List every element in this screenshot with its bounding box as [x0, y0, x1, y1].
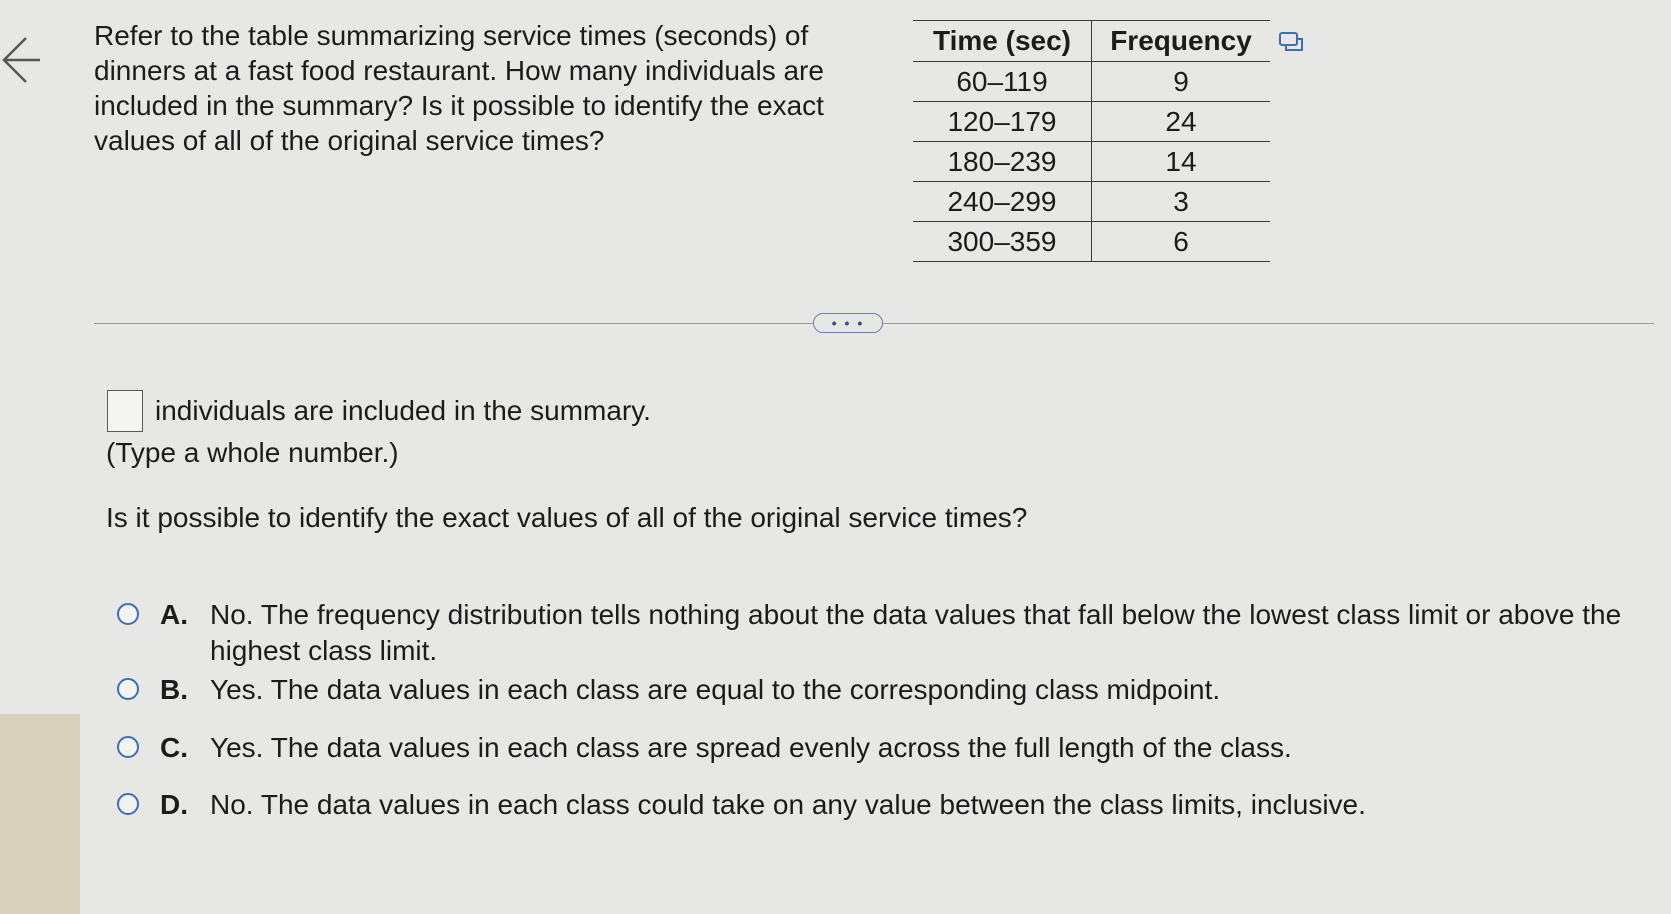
frequency-cell: 14 — [1092, 142, 1271, 182]
back-arrow-icon[interactable] — [0, 30, 40, 90]
answer-suffix-text: individuals are included in the summary. — [155, 395, 651, 426]
option-text: No. The data values in each class could take on any value between the class limits, inclusive. — [210, 789, 1366, 820]
frequency-cell: 24 — [1092, 102, 1271, 142]
frequency-cell: 6 — [1092, 222, 1271, 262]
option-letter: A. — [160, 599, 188, 630]
radio-button-d[interactable] — [117, 793, 139, 815]
expand-more-button[interactable]: • • • — [813, 313, 883, 333]
table-row — [913, 102, 1270, 142]
question-text: Refer to the table summarizing service times (seconds) of dinners at a fast food restaurant. How many individuals are included in the summary? Is it possible to identify the exact values of all of the original service times? — [94, 20, 824, 156]
table-header-row — [913, 21, 1270, 62]
left-edge-strip — [0, 714, 80, 914]
answer-input[interactable] — [107, 390, 143, 432]
copy-table-icon[interactable] — [1278, 30, 1304, 54]
frequency-cell: 9 — [1092, 62, 1271, 102]
column-header-time: Time (sec) — [913, 21, 1092, 62]
option-letter: D. — [160, 789, 188, 820]
time-cell: 180–239 — [913, 142, 1092, 182]
radio-button-b[interactable] — [117, 678, 139, 700]
table-row — [913, 62, 1270, 102]
option-text: No. The frequency distribution tells nothing about the data values that fall below the lowest class limit or above the highest class limit. — [210, 599, 1622, 666]
radio-button-a[interactable] — [117, 603, 139, 625]
option-letter: B. — [160, 674, 188, 705]
table-row — [913, 182, 1270, 222]
option-letter: C. — [160, 732, 188, 763]
frequency-cell: 3 — [1092, 182, 1271, 222]
time-cell: 60–119 — [913, 62, 1092, 102]
answer-hint: (Type a whole number.) — [106, 437, 399, 468]
time-cell: 300–359 — [913, 222, 1092, 262]
radio-button-c[interactable] — [117, 736, 139, 758]
option-text: Yes. The data values in each class are spread evenly across the full length of the class. — [210, 732, 1292, 763]
second-question-text: Is it possible to identify the exact values of all of the original service times? — [106, 502, 1028, 533]
table-row — [913, 222, 1270, 262]
frequency-table — [913, 20, 1270, 262]
time-cell: 120–179 — [913, 102, 1092, 142]
option-text: Yes. The data values in each class are equal to the corresponding class midpoint. — [210, 674, 1221, 705]
column-header-frequency: Frequency — [1092, 21, 1271, 62]
time-cell: 240–299 — [913, 182, 1092, 222]
table-row — [913, 142, 1270, 182]
